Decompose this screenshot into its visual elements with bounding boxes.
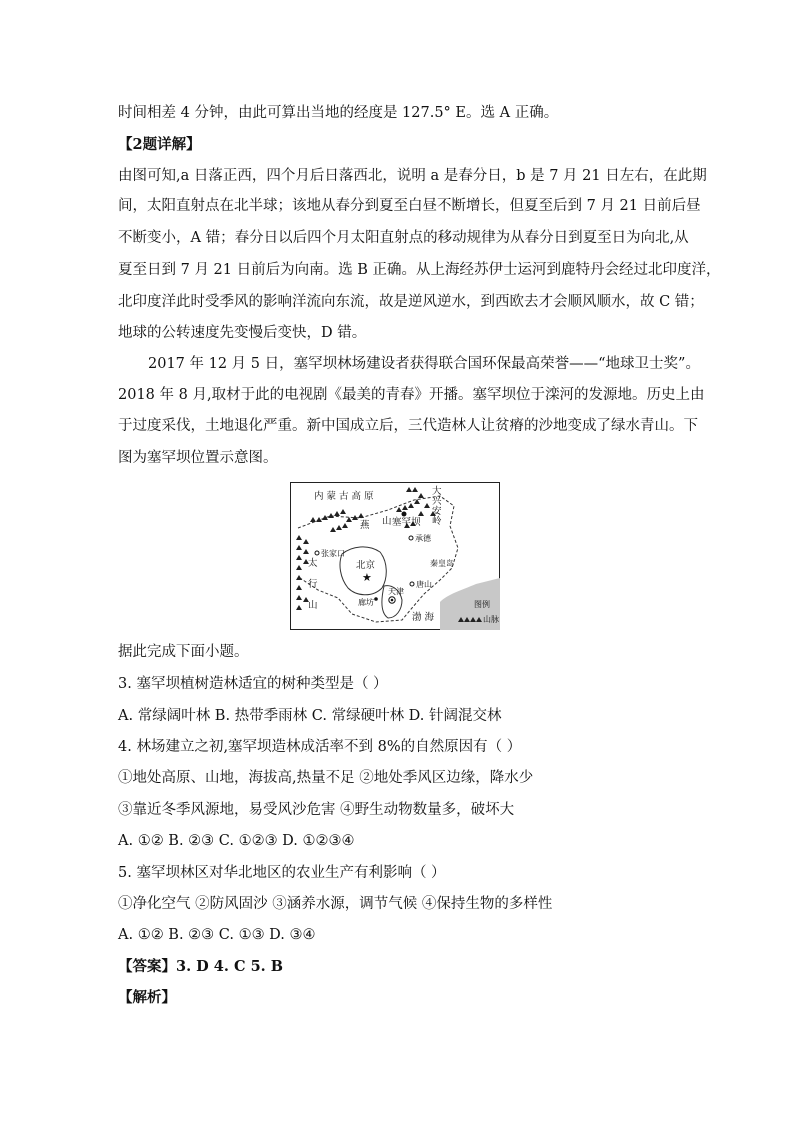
taihang-label-2: 行 <box>308 579 318 590</box>
plateau-label: 内 蒙 古 高 原 <box>314 491 374 502</box>
text-line: 不断变小，A 错；春分日以后四个月太阳直射点的移动规律为从春分日到夏至日为向北,从 <box>118 230 689 246</box>
text-line: 时间相差 4 分钟，由此可算出当地的经度是 127.5° E。选 A 正确。 <box>118 105 559 121</box>
saihanba-marker <box>402 512 407 517</box>
question-3-options: A. 常绿阔叶林 B. 热带季雨林 C. 常绿硬叶林 D. 针阔混交林 <box>118 708 502 724</box>
analysis-heading: 【解析】 <box>118 989 176 1006</box>
text-line: 由图可知,a 日落正西，四个月后日落西北，说明 a 是春分日，b 是 7 月 21 日左右，在此期 <box>118 168 707 184</box>
tianjin-label: 天津 <box>388 587 404 596</box>
section-heading: 【2题详解】 <box>118 136 201 153</box>
text-line: 间，太阳直射点在北半球；该地从春分到夏至白昼不断增长，但夏至后到 7 月 21 日前后昼 <box>118 198 701 214</box>
yanshan-label-2: 山 <box>382 516 392 527</box>
tangshan-label: 唐山 <box>416 580 432 589</box>
tianjin-marker-dot <box>391 599 394 602</box>
text-line: 2018 年 8 月,取材于此的电视剧《最美的青春》开播。塞罕坝位于滦河的发源地。历史上由 <box>118 387 705 403</box>
saihanba-label: 塞罕坝 <box>392 517 421 528</box>
capital-star-icon: ★ <box>362 571 372 584</box>
daxinganling-label-3: 安 <box>432 506 442 517</box>
bohai-label: 渤 海 <box>412 612 435 623</box>
text-line: 2017 年 12 月 5 日，塞罕坝林场建设者获得联合国环保最高荣誉——“地球卫士奖”。 <box>148 356 700 372</box>
zhangjiakou-label: 张家口 <box>321 549 345 558</box>
legend-title: 图例 <box>474 600 490 609</box>
text-line: 地球的公转速度先变慢后变快，D 错。 <box>118 325 367 341</box>
question-4: 4. 林场建立之初,塞罕坝造林成活率不到 8%的自然原因有（ ） <box>118 739 522 755</box>
daxinganling-label-2: 兴 <box>432 496 442 507</box>
text-line: 北印度洋此时受季风的影响洋流向东流，故是逆风逆水，到西欧去才会顺风顺水，故 C 错； <box>118 294 704 310</box>
text-line: 于过度采伐，土地退化严重。新中国成立后，三代造林人让贫瘠的沙地变成了绿水青山。下 <box>118 418 698 434</box>
legend-label: 山脉 <box>483 615 499 624</box>
langfang-label: 廊坊 <box>358 598 374 607</box>
yanshan-label-1: 燕 <box>360 520 370 531</box>
question-4-statement: ①地处高原、山地，海拔高,热量不足 ②地处季风区边缘，降水少 <box>118 770 534 786</box>
text-line: 夏至日到 7 月 21 日前后为向南。选 B 正确。从上海经苏伊士运河到鹿特丹会经过北印度洋， <box>118 262 721 278</box>
chengde-label: 承德 <box>415 534 431 543</box>
saihanba-location-map <box>290 482 500 630</box>
daxinganling-label-4: 岭 <box>432 516 442 527</box>
langfang-marker <box>374 597 378 601</box>
answer-line: 【答案】3. D 4. C 5. B <box>118 958 284 975</box>
taihang-label-1: 太 <box>308 558 318 569</box>
question-5: 5. 塞罕坝林区对华北地区的农业生产有利影响（ ） <box>118 865 446 881</box>
text-line: 据此完成下面小题。 <box>118 644 249 660</box>
map-figure <box>290 482 500 630</box>
qinhuangdao-label: 秦皇岛 <box>430 559 454 568</box>
beijing-label: 北京 <box>356 560 376 571</box>
daxinganling-label-1: 大 <box>432 486 442 497</box>
question-3: 3. 塞罕坝植树造林适宜的树种类型是（ ） <box>118 676 388 692</box>
taihang-label-3: 山 <box>308 600 318 611</box>
question-5-options: A. ①② B. ②③ C. ①③ D. ③④ <box>118 927 316 943</box>
question-4-options: A. ①② B. ②③ C. ①②③ D. ①②③④ <box>118 833 355 849</box>
question-5-statement: ①净化空气 ②防风固沙 ③涵养水源，调节气候 ④保持生物的多样性 <box>118 896 553 912</box>
question-4-statement: ③靠近冬季风源地，易受风沙危害 ④野生动物数量多，破坏大 <box>118 802 515 818</box>
text-line: 图为塞罕坝位置示意图。 <box>118 450 278 466</box>
